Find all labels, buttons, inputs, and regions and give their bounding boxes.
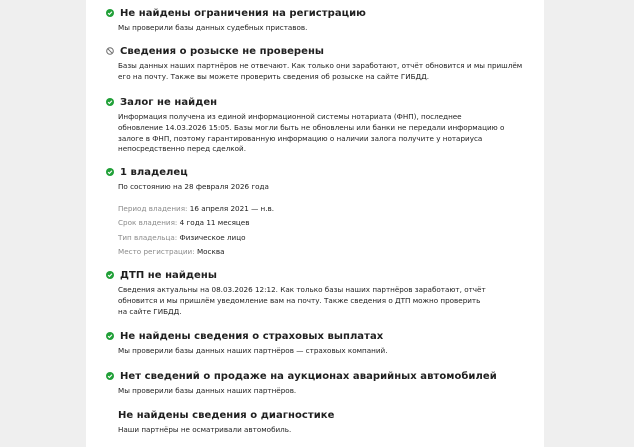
detail-value: 4 года 11 месяцев bbox=[179, 218, 250, 228]
section-accidents bbox=[106, 268, 526, 317]
section-title: Не найдены сведения о диагностике bbox=[118, 409, 335, 421]
description-line: на сайте ГИБДД. bbox=[118, 306, 182, 316]
section-description bbox=[118, 112, 526, 155]
detail-key: Тип владельца: bbox=[118, 232, 178, 242]
owner-detail-period bbox=[118, 204, 526, 214]
section-description bbox=[118, 346, 526, 357]
detail-key: Период владения: bbox=[118, 203, 188, 213]
section-wanted bbox=[106, 44, 526, 83]
description-line: Наши партнёры не осматривали автомобиль. bbox=[118, 425, 292, 434]
owner-detail-registration bbox=[118, 247, 526, 257]
section-title: Не найдены сведения о страховых выплатах bbox=[120, 330, 384, 342]
owner-detail-type bbox=[118, 233, 526, 243]
detail-key: Место регистрации: bbox=[118, 247, 195, 257]
owner-details bbox=[118, 204, 526, 258]
section-title: Сведения о розыске не проверены bbox=[120, 45, 325, 57]
section-description bbox=[118, 61, 526, 83]
section-title: Залог не найден bbox=[120, 96, 218, 108]
check-circle-icon bbox=[106, 9, 114, 17]
description-line: обновление 14.03.2026 15:05. Базы могли быть не обновлены или банки не передали информацию о bbox=[118, 122, 505, 132]
section-title: Нет сведений о продаже на аукционах аварийных автомобилей bbox=[120, 370, 497, 382]
section-title: 1 владелец bbox=[120, 166, 188, 178]
section-description bbox=[118, 182, 526, 193]
blocked-icon bbox=[106, 47, 114, 55]
description-line: Мы проверили базы данных наших партнёров — страховых компаний. bbox=[118, 346, 388, 355]
check-circle-icon bbox=[106, 372, 114, 380]
section-insurance bbox=[106, 329, 526, 357]
description-line: Информация получена из единой информационной системы нотариата (ФНП), последнее bbox=[118, 112, 462, 121]
section-owners bbox=[106, 165, 526, 257]
detail-value: 16 апреля 2021 — н.в. bbox=[189, 203, 275, 213]
description-line: Сведения актуальны на 08.03.2026 12:12. Как только базы наших партнёров заработают, отчёт bbox=[118, 285, 486, 294]
section-auctions bbox=[106, 369, 526, 397]
section-diagnostics bbox=[106, 408, 526, 436]
description-line: его на почту. Также вы можете проверить сведения об розыске на сайте ГИБДД. bbox=[118, 71, 430, 81]
description-line: залоге в ФНП, поэтому гарантированную информацию о наличии залога получите у нотариуса bbox=[118, 133, 483, 143]
detail-value: Физическое лицо bbox=[179, 232, 246, 242]
description-line: Мы проверили базы данных наших партнёров. bbox=[118, 386, 297, 395]
detail-value: Москва bbox=[196, 247, 225, 257]
report-card bbox=[86, 0, 544, 447]
section-description bbox=[118, 285, 526, 317]
section-description bbox=[118, 23, 526, 34]
section-description bbox=[118, 425, 526, 436]
check-circle-icon bbox=[106, 98, 114, 106]
section-pledge bbox=[106, 95, 526, 155]
check-circle-icon bbox=[106, 168, 114, 176]
description-line: По состоянию на 28 февраля 2026 года bbox=[118, 182, 269, 191]
check-circle-icon bbox=[106, 332, 114, 340]
check-circle-icon bbox=[106, 271, 114, 279]
description-line: обновится и мы пришлём уведомление вам на почту. Также сведения о ДТП можно проверить bbox=[118, 295, 481, 305]
description-line: непосредственно перед сделкой. bbox=[118, 144, 246, 154]
section-title: ДТП не найдены bbox=[120, 269, 217, 281]
owner-detail-duration bbox=[118, 218, 526, 228]
section-description bbox=[118, 386, 526, 397]
detail-key: Срок владения: bbox=[118, 218, 178, 228]
section-restrictions bbox=[106, 6, 526, 34]
section-title: Не найдены ограничения на регистрацию bbox=[120, 7, 366, 19]
description-line: Базы данных наших партнёров не отвечают. Как только они заработают, отчёт обновится и мы пришлём bbox=[118, 61, 523, 70]
description-line: Мы проверили базы данных судебных приставов. bbox=[118, 23, 308, 32]
